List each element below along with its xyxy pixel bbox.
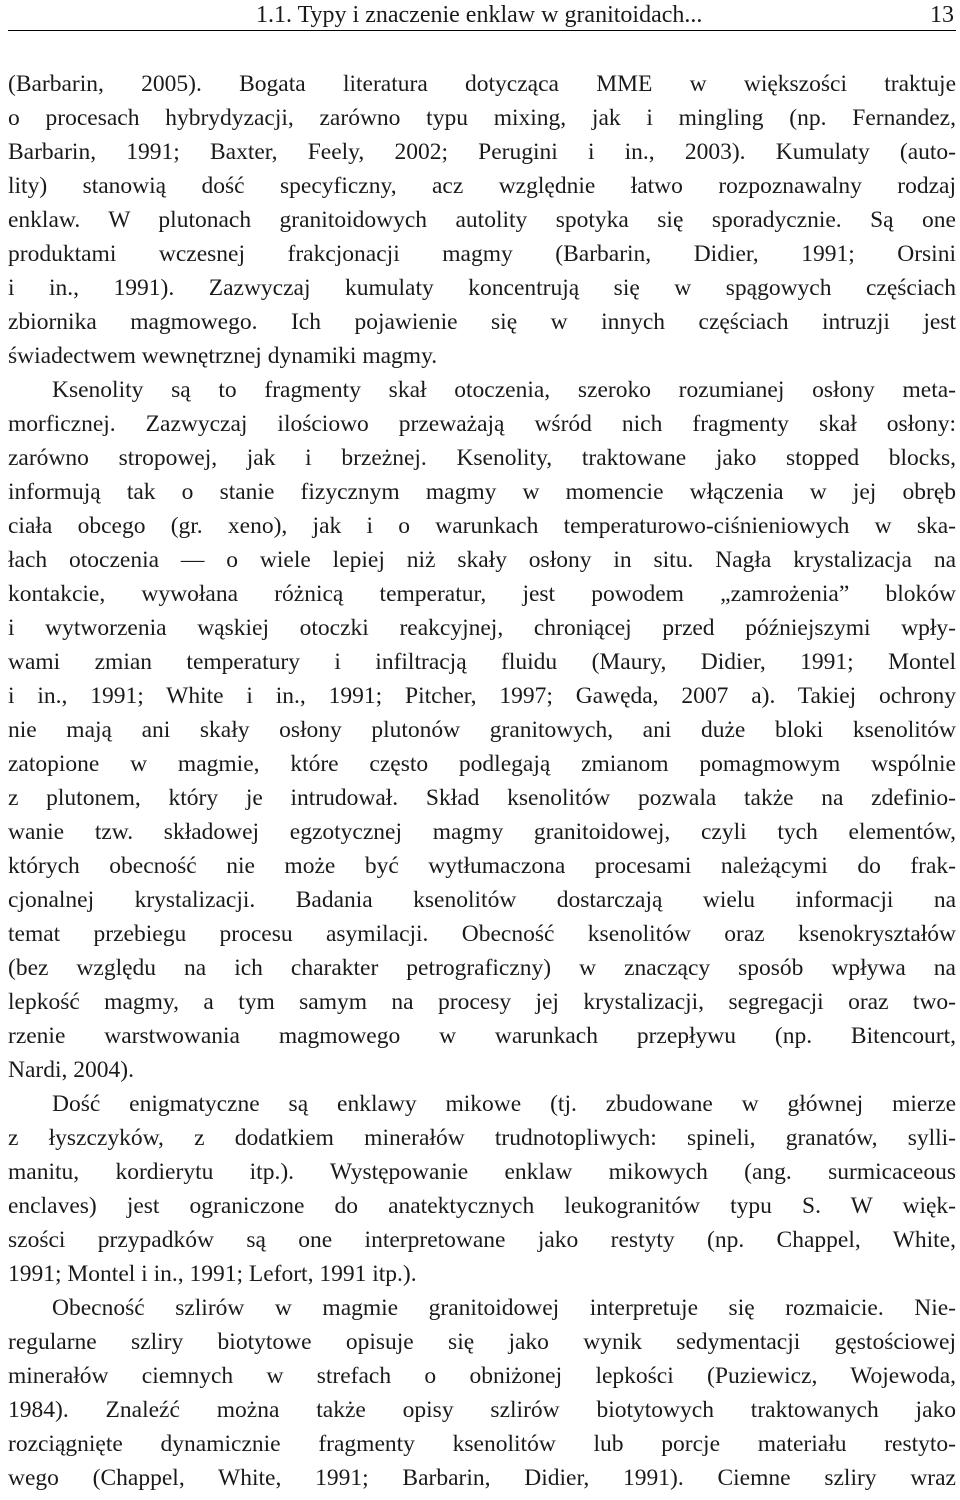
paragraph [8, 1087, 956, 1291]
text-line: łach otoczenia — o wiele lepiej niż skały osłony in situ. Nagła krystalizacja na [8, 547, 956, 573]
text-line: wego (Chappel, White, 1991; Barbarin, Didier, 1991). Ciemne szliry wraz [8, 1465, 956, 1491]
text-line: Obecność szlirów w magmie granitoidowej interpretuje się rozmaicie. Nie- [52, 1295, 956, 1321]
paragraph [8, 1291, 956, 1495]
text-line: świadectwem wewnętrznej dynamiki magmy. [8, 343, 438, 369]
document-page [8, 0, 956, 1500]
text-line: Ksenolity są to fragmenty skał otoczenia, szeroko rozumianej osłony meta- [52, 377, 956, 403]
text-line: minerałów ciemnych w strefach o obniżonej lepkości (Puziewicz, Wojewoda, [8, 1363, 956, 1389]
running-title: 1.1. Typy i znaczenie enklaw w granitoidach... [256, 2, 703, 28]
text-line: i in., 1991). Zazwyczaj kumulaty koncentrują się w spągowych częściach [8, 275, 956, 301]
text-line: morficznej. Zazwyczaj ilościowo przeważają wśród nich fragmenty skał osłony: [8, 411, 956, 437]
text-line: manitu, kordierytu itp.). Występowanie enklaw mikowych (ang. surmicaceous [8, 1159, 956, 1185]
page-number: 13 [930, 2, 954, 28]
text-line: enklaw. W plutonach granitoidowych autolity spotyka się sporadycznie. Są one [8, 207, 956, 233]
text-line: cjonalnej krystalizacji. Badania ksenolitów dostarczają wielu informacji na [8, 887, 956, 913]
text-line: 1984). Znaleźć można także opisy szlirów biotytowych traktowanych jako [8, 1397, 956, 1423]
text-line: ciała obcego (gr. xeno), jak i o warunkach temperaturowo-ciśnieniowych w ska- [8, 513, 956, 539]
text-line: lity) stanowią dość specyficzny, acz względnie łatwo rozpoznawalny rodzaj [8, 173, 956, 199]
paragraph [8, 373, 956, 1087]
text-line: Nardi, 2004). [8, 1057, 134, 1083]
text-line: z plutonem, który je intrudował. Skład ksenolitów pozwala także na zdefinio- [8, 785, 956, 811]
text-line: Dość enigmatyczne są enklawy mikowe (tj. zbudowane w głównej mierze [52, 1091, 956, 1117]
text-line: temat przebiegu procesu asymilacji. Obecność ksenolitów oraz ksenokryształów [8, 921, 956, 947]
text-line: i in., 1991; White i in., 1991; Pitcher, 1997; Gawęda, 2007 a). Takiej ochrony [8, 683, 956, 709]
text-line: zarówno stropowej, jak i brzeżnej. Ksenolity, traktowane jako stopped blocks, [8, 445, 956, 471]
text-line: zatopione w magmie, które często podlegają zmianom pomagmowym wspólnie [8, 751, 956, 777]
text-line: rozciągnięte dynamicznie fragmenty ksenolitów lub porcje materiału restyto- [8, 1431, 956, 1457]
text-line: lepkość magmy, a tym samym na procesy jej krystalizacji, segregacji oraz two- [8, 989, 956, 1015]
text-line: wanie tzw. składowej egzotycznej magmy granitoidowej, czyli tych elementów, [8, 819, 956, 845]
running-header [8, 2, 956, 31]
text-line: zbiornika magmowego. Ich pojawienie się w innych częściach intruzji jest [8, 309, 956, 335]
text-line: kontakcie, wywołana różnicą temperatur, jest powodem „zamrożenia” bloków [8, 581, 956, 607]
text-line: i wytworzenia wąskiej otoczki reakcyjnej, chroniącej przed późniejszymi wpły- [8, 615, 956, 641]
text-line: z łyszczyków, z dodatkiem minerałów trudnotopliwych: spineli, granatów, sylli- [8, 1125, 956, 1151]
text-line: 1991; Montel i in., 1991; Lefort, 1991 itp.). [8, 1261, 417, 1287]
text-line: o procesach hybrydyzacji, zarówno typu mixing, jak i mingling (np. Fernandez, [8, 105, 956, 131]
paragraph [8, 67, 956, 373]
text-line: produktami wczesnej frakcjonacji magmy (Barbarin, Didier, 1991; Orsini [8, 241, 956, 267]
text-line: Barbarin, 1991; Baxter, Feely, 2002; Perugini i in., 2003). Kumulaty (auto- [8, 139, 956, 165]
text-line: (bez względu na ich charakter petrograficzny) w znaczący sposób wpływa na [8, 955, 956, 981]
text-line: szości przypadków są one interpretowane jako restyty (np. Chappel, White, [8, 1227, 956, 1253]
text-line: regularne szliry biotytowe opisuje się jako wynik sedymentacji gęstościowej [8, 1329, 956, 1355]
text-line: (Barbarin, 2005). Bogata literatura dotycząca MME w większości traktuje [8, 71, 956, 97]
text-line: enclaves) jest ograniczone do anatektycznych leukogranitów typu S. W więk- [8, 1193, 956, 1219]
text-line: nie mają ani skały osłony plutonów granitowych, ani duże bloki ksenolitów [8, 717, 956, 743]
text-line: których obecność nie może być wytłumaczona procesami należącymi do frak- [8, 853, 956, 879]
text-line: rzenie warstwowania magmowego w warunkach przepływu (np. Bitencourt, [8, 1023, 956, 1049]
body-text [8, 67, 956, 1495]
text-line: wami zmian temperatury i infiltracją fluidu (Maury, Didier, 1991; Montel [8, 649, 956, 675]
text-line: informują tak o stanie fizycznym magmy w momencie włączenia w jej obręb [8, 479, 956, 505]
